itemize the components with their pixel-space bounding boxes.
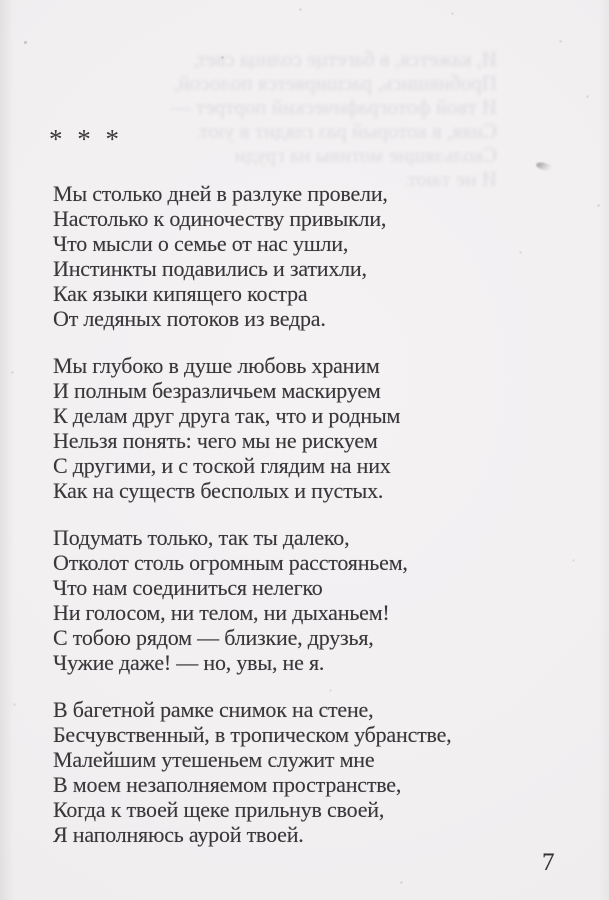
poem-line: В багетной рамке снимок на стене, — [53, 697, 374, 722]
poem-line: От ледяных потоков из ведра. — [53, 306, 326, 331]
poem-line: Мы глубоко в душе любовь храним — [53, 353, 380, 378]
poem-line: Что мысли о семье от нас ушли, — [53, 231, 349, 256]
poem-line: Нельзя понять: чего мы не рискуем — [53, 428, 378, 453]
poem-line: Настолько к одиночеству привыкли, — [53, 206, 387, 231]
poem-line: Ни голосом, ни телом, ни дыханьем! — [53, 600, 390, 625]
bleedthrough-line: И не тают. — [403, 167, 497, 191]
bleedthrough-line: Скользящие мотивы на груди — [234, 143, 497, 167]
poem-line: Инстинкты подавились и затихли, — [53, 256, 367, 281]
poem-line: Малейшим утешеньем служит мне — [53, 747, 375, 772]
bleedthrough-line: Сияя, в который раз глядит в уют. — [195, 119, 497, 143]
poem-line: Бесчувственный, в тропическом убранстве, — [53, 722, 452, 747]
poem-line: В моем незаполняемом пространстве, — [53, 772, 402, 797]
poem-line: Мы столько дней в разлуке провели, — [53, 181, 388, 206]
poem-line: Что нам соединиться нелегко — [53, 575, 323, 600]
poem-line: Я наполняюсь аурой твоей. — [53, 822, 304, 847]
pencil-smudge-mark — [535, 161, 552, 173]
poem-line: Подумать только, так ты далеко, — [53, 525, 350, 550]
poem-line: Как языки кипящего костра — [53, 281, 308, 306]
bleedthrough-line: И, кажется, в багетце солнца свет, — [193, 47, 497, 71]
poem-line: Когда к твоей щеке прильнув своей, — [53, 797, 385, 822]
stanza — [53, 697, 451, 847]
poem-line: С тобою рядом — близкие, друзья, — [53, 625, 374, 650]
stanza — [53, 353, 451, 503]
stanza — [53, 525, 451, 675]
poem-line: Отколот столь огромным расстояньем, — [53, 550, 408, 575]
section-divider-asterisks: * * * — [49, 124, 123, 154]
poem-line: С другими, и с тоской глядим на них — [53, 453, 391, 478]
bleedthrough-line: Пробившись, расширяется полосой, — [173, 71, 497, 95]
dust-specks — [0, 0, 1, 1]
stanza — [53, 181, 451, 331]
bleedthrough-text — [85, 47, 497, 191]
bleedthrough-line: И твой фотографический портрет — — [169, 95, 497, 119]
page-number: 7 — [542, 849, 555, 876]
poem-line: Как на существ бесполых и пустых. — [53, 478, 384, 503]
poem-line: И полным безразличьем маскируем — [53, 378, 381, 403]
poem-text — [53, 181, 451, 869]
poem-line: К делам друг друга так, что и родным — [53, 403, 401, 428]
poem-line: Чужие даже! — но, увы, не я. — [53, 650, 325, 675]
